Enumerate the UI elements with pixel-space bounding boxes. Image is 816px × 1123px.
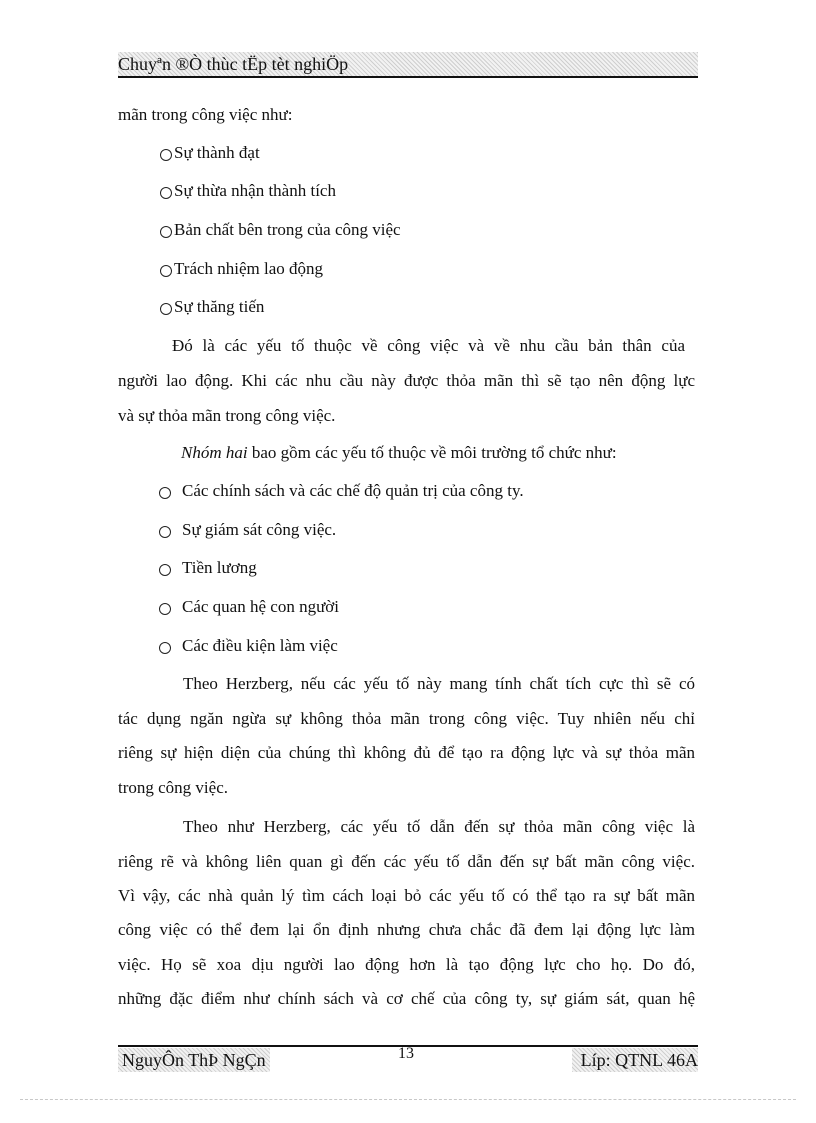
group-two-label: Nhóm hai — [181, 443, 248, 462]
page-bottom-divider — [20, 1099, 796, 1100]
paragraph-line: Đó là các yếu tố thuộc về công việc và về nhu cầu bản thân của — [172, 336, 685, 355]
list-item: Bản chất bên trong của công việc — [174, 220, 401, 239]
hollow-bullet-icon — [159, 564, 171, 576]
page-number: 13 — [398, 1045, 414, 1062]
list-item: Sự thành đạt — [174, 143, 260, 162]
list-item: Sự thăng tiến — [174, 297, 265, 316]
hollow-bullet-icon — [160, 149, 172, 161]
paragraph-line: trong công việc. — [118, 778, 228, 797]
footer-class: Líp: QTNL 46A — [572, 1048, 698, 1072]
paragraph-line: Theo như Herzberg, các yếu tố dẫn đến sự thỏa mãn công việc là — [183, 817, 695, 836]
paragraph-line: riêng rẽ và không liên quan gì đến các yếu tố dẫn đến sự bất mãn công việc. — [118, 852, 695, 871]
hollow-bullet-icon — [160, 303, 172, 315]
list-item: Tiền lương — [182, 558, 257, 577]
list-item: Trách nhiệm lao động — [174, 259, 324, 278]
paragraph-line: riêng sự hiện diện của chúng thì không đủ để tạo ra động lực và sự thỏa mãn — [118, 743, 695, 762]
list-item: Sự thừa nhận thành tích — [174, 181, 336, 200]
list-item: Các điều kiện làm việc — [182, 636, 338, 655]
list-item: Các quan hệ con người — [182, 597, 339, 616]
hollow-bullet-icon — [159, 526, 171, 538]
paragraph-line: việc. Họ sẽ xoa dịu người lao động hơn là tạo động lực cho họ. Do đó, — [118, 955, 695, 974]
hollow-bullet-icon — [159, 487, 171, 499]
paragraph-line: Vì vậy, các nhà quản lý tìm cách loại bỏ các yếu tố có thể tạo ra sự bất mãn — [118, 886, 695, 905]
paragraph-line: và sự thỏa mãn trong công việc. — [118, 406, 336, 425]
group-two-intro — [181, 442, 617, 464]
group-two-text: bao gồm các yếu tố thuộc về môi trường tổ chức như: — [251, 443, 617, 462]
intro-line: mãn trong công việc như: — [118, 105, 293, 124]
paragraph-line: tác dụng ngăn ngừa sự không thỏa mãn trong công việc. Tuy nhiên nếu chỉ — [118, 709, 695, 728]
list-item: Sự giám sát công việc. — [182, 520, 337, 539]
hollow-bullet-icon — [160, 226, 172, 238]
hollow-bullet-icon — [160, 265, 172, 277]
paragraph-line: Theo Herzberg, nếu các yếu tố này mang tính chất tích cực thì sẽ có — [183, 674, 695, 693]
list-item: Các chính sách và các chế độ quản trị của công ty. — [182, 481, 524, 500]
hollow-bullet-icon — [160, 187, 172, 199]
paragraph-line: công việc có thể đem lại ổn định nhưng chưa chắc đã đem lại động lực làm — [118, 920, 695, 939]
hollow-bullet-icon — [159, 603, 171, 615]
paragraph-line: những đặc điểm như chính sách và cơ chế của công ty, sự giám sát, quan hệ — [118, 989, 695, 1008]
hollow-bullet-icon — [159, 642, 171, 654]
paragraph-line: người lao động. Khi các nhu cầu này được thỏa mãn thì sẽ tạo nên động lực — [118, 371, 695, 390]
header-title: Chuyªn ®Ò thùc tËp tèt nghiÖp — [118, 54, 349, 74]
footer-author: NguyÔn ThÞ NgÇn — [118, 1048, 270, 1072]
page-header — [118, 52, 698, 78]
